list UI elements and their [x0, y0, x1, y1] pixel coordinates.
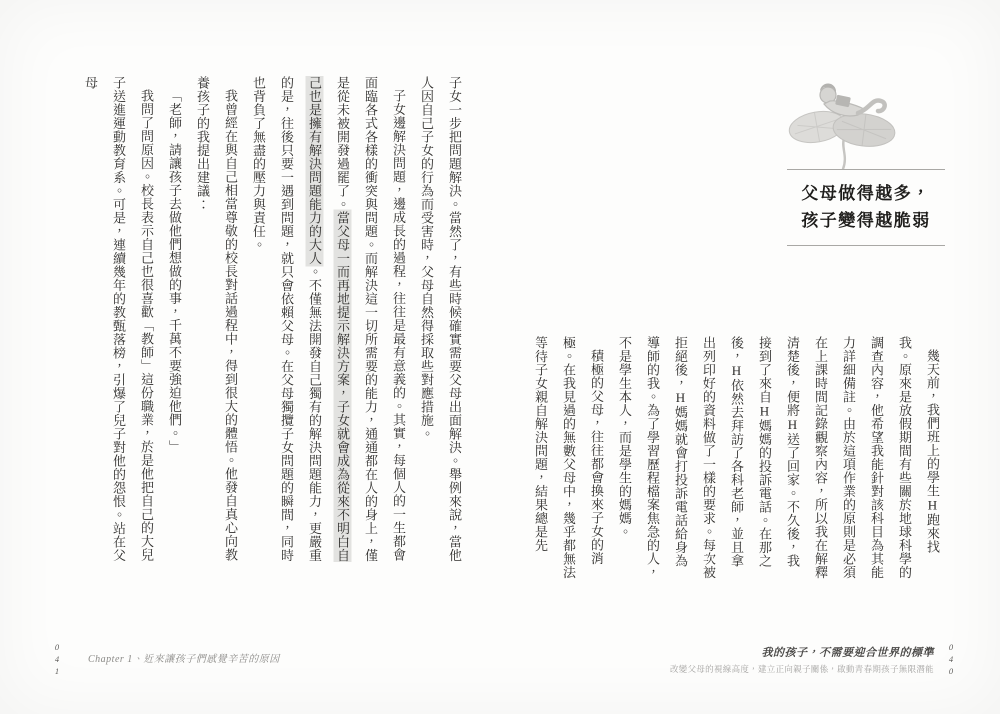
section-title-line2: 孩子變得越脆弱 — [801, 211, 931, 231]
paragraph — [610, 336, 946, 580]
chapter-footer: Chapter 1、近來讓孩子們感覺辛苦的原因 — [88, 654, 280, 665]
title-rule-bottom — [787, 245, 945, 246]
section-title-block — [787, 169, 945, 246]
text-segment: 子女一步把問題解決。當然了，有些時候確實需要父母出面解決。舉例來說，當他人因自己子女的行為而受害時，父母自然得採取些對應措施。 — [419, 76, 462, 562]
left-page-body-text — [76, 76, 468, 574]
book-footer — [670, 644, 934, 675]
page-number-left: 041 — [52, 642, 62, 678]
paragraph — [188, 76, 244, 574]
text-segment: 「老師，請讓孩子去做他們想做的事，千萬不要強迫他們。」 — [167, 89, 182, 454]
highlighted-text: 當父母一而再地提示解決方案，子女就會成為從來不明白自己也是擁有解決問題能力的大人 — [307, 76, 350, 562]
book-subtitle: 改變父母的視線高度，建立正向親子關係，啟動青春期孩子無限潛能 — [669, 664, 934, 674]
book-title: 我的孩子，不需要迎合世界的標準 — [761, 647, 934, 659]
page-number-right: 040 — [946, 642, 956, 678]
text-segment: 積極的父母，往往都會換來子女的消極。在我見過的無數父母中，幾乎都無法等待子女親自解決問題，結果總是先 — [533, 336, 604, 579]
section-title — [787, 180, 945, 234]
section-title-line1: 父母做得越多， — [801, 184, 931, 203]
person-on-flower-icon — [784, 78, 908, 170]
text-segment: 。不僅無法開發自己獨有的解決問題能力，更嚴重的是，往後只要一遇到問題，就只會依賴父母。在父母獨攬子女問題的瞬間，同時也背負了無盡的壓力與責任。 — [251, 76, 322, 562]
paragraph — [526, 336, 610, 580]
title-rule-top — [787, 169, 945, 170]
text-segment: 我問了問原因。校長表示自己也很喜歡「教師」這份職業，於是他把自己的大兒子送進運動教育系。可是，連續幾年的教甄落榜，引爆了兒子對他的怨恨。站在父母 — [83, 76, 154, 562]
text-segment: 幾天前，我們班上的學生H跑來找我。原來是放假期間有些關於地球科學的調查內容，他希望我能針對該科目為其能力詳細備註。由於這項作業的原則是必須在上課時間記錄觀察內容，所以我在解釋清楚後，便將H送了回家。不久後，我接到了來自H媽媽的投訴電話。在那之後，H依然去拜訪了各科老師，並且拿出列印好的資料做了一樣的要求。每次被拒絕後，H媽媽就會打投訴電話給身為導師的我。為了學習歷程檔案焦急的人，不是學生本人，而是學生的媽媽。 — [617, 336, 940, 579]
paragraph — [244, 76, 412, 574]
text-segment: 子女邊解決問題，邊成長的過程，往往是最有意義的。其實，每個人的一生都會面臨各式各樣的衝突與問題。而解決這一切所需要的能力，通通都在人的身上，僅是從未被開發過罷了。 — [335, 76, 406, 562]
right-page-body-text — [526, 336, 946, 580]
paragraph — [412, 76, 468, 574]
text-segment: 我曾經在與自己相當尊敬的校長對話過程中，得到很大的體悟。他發自真心向教養孩子的我提出建議： — [195, 76, 238, 562]
paragraph — [76, 76, 160, 574]
quote-paragraph — [160, 76, 188, 574]
